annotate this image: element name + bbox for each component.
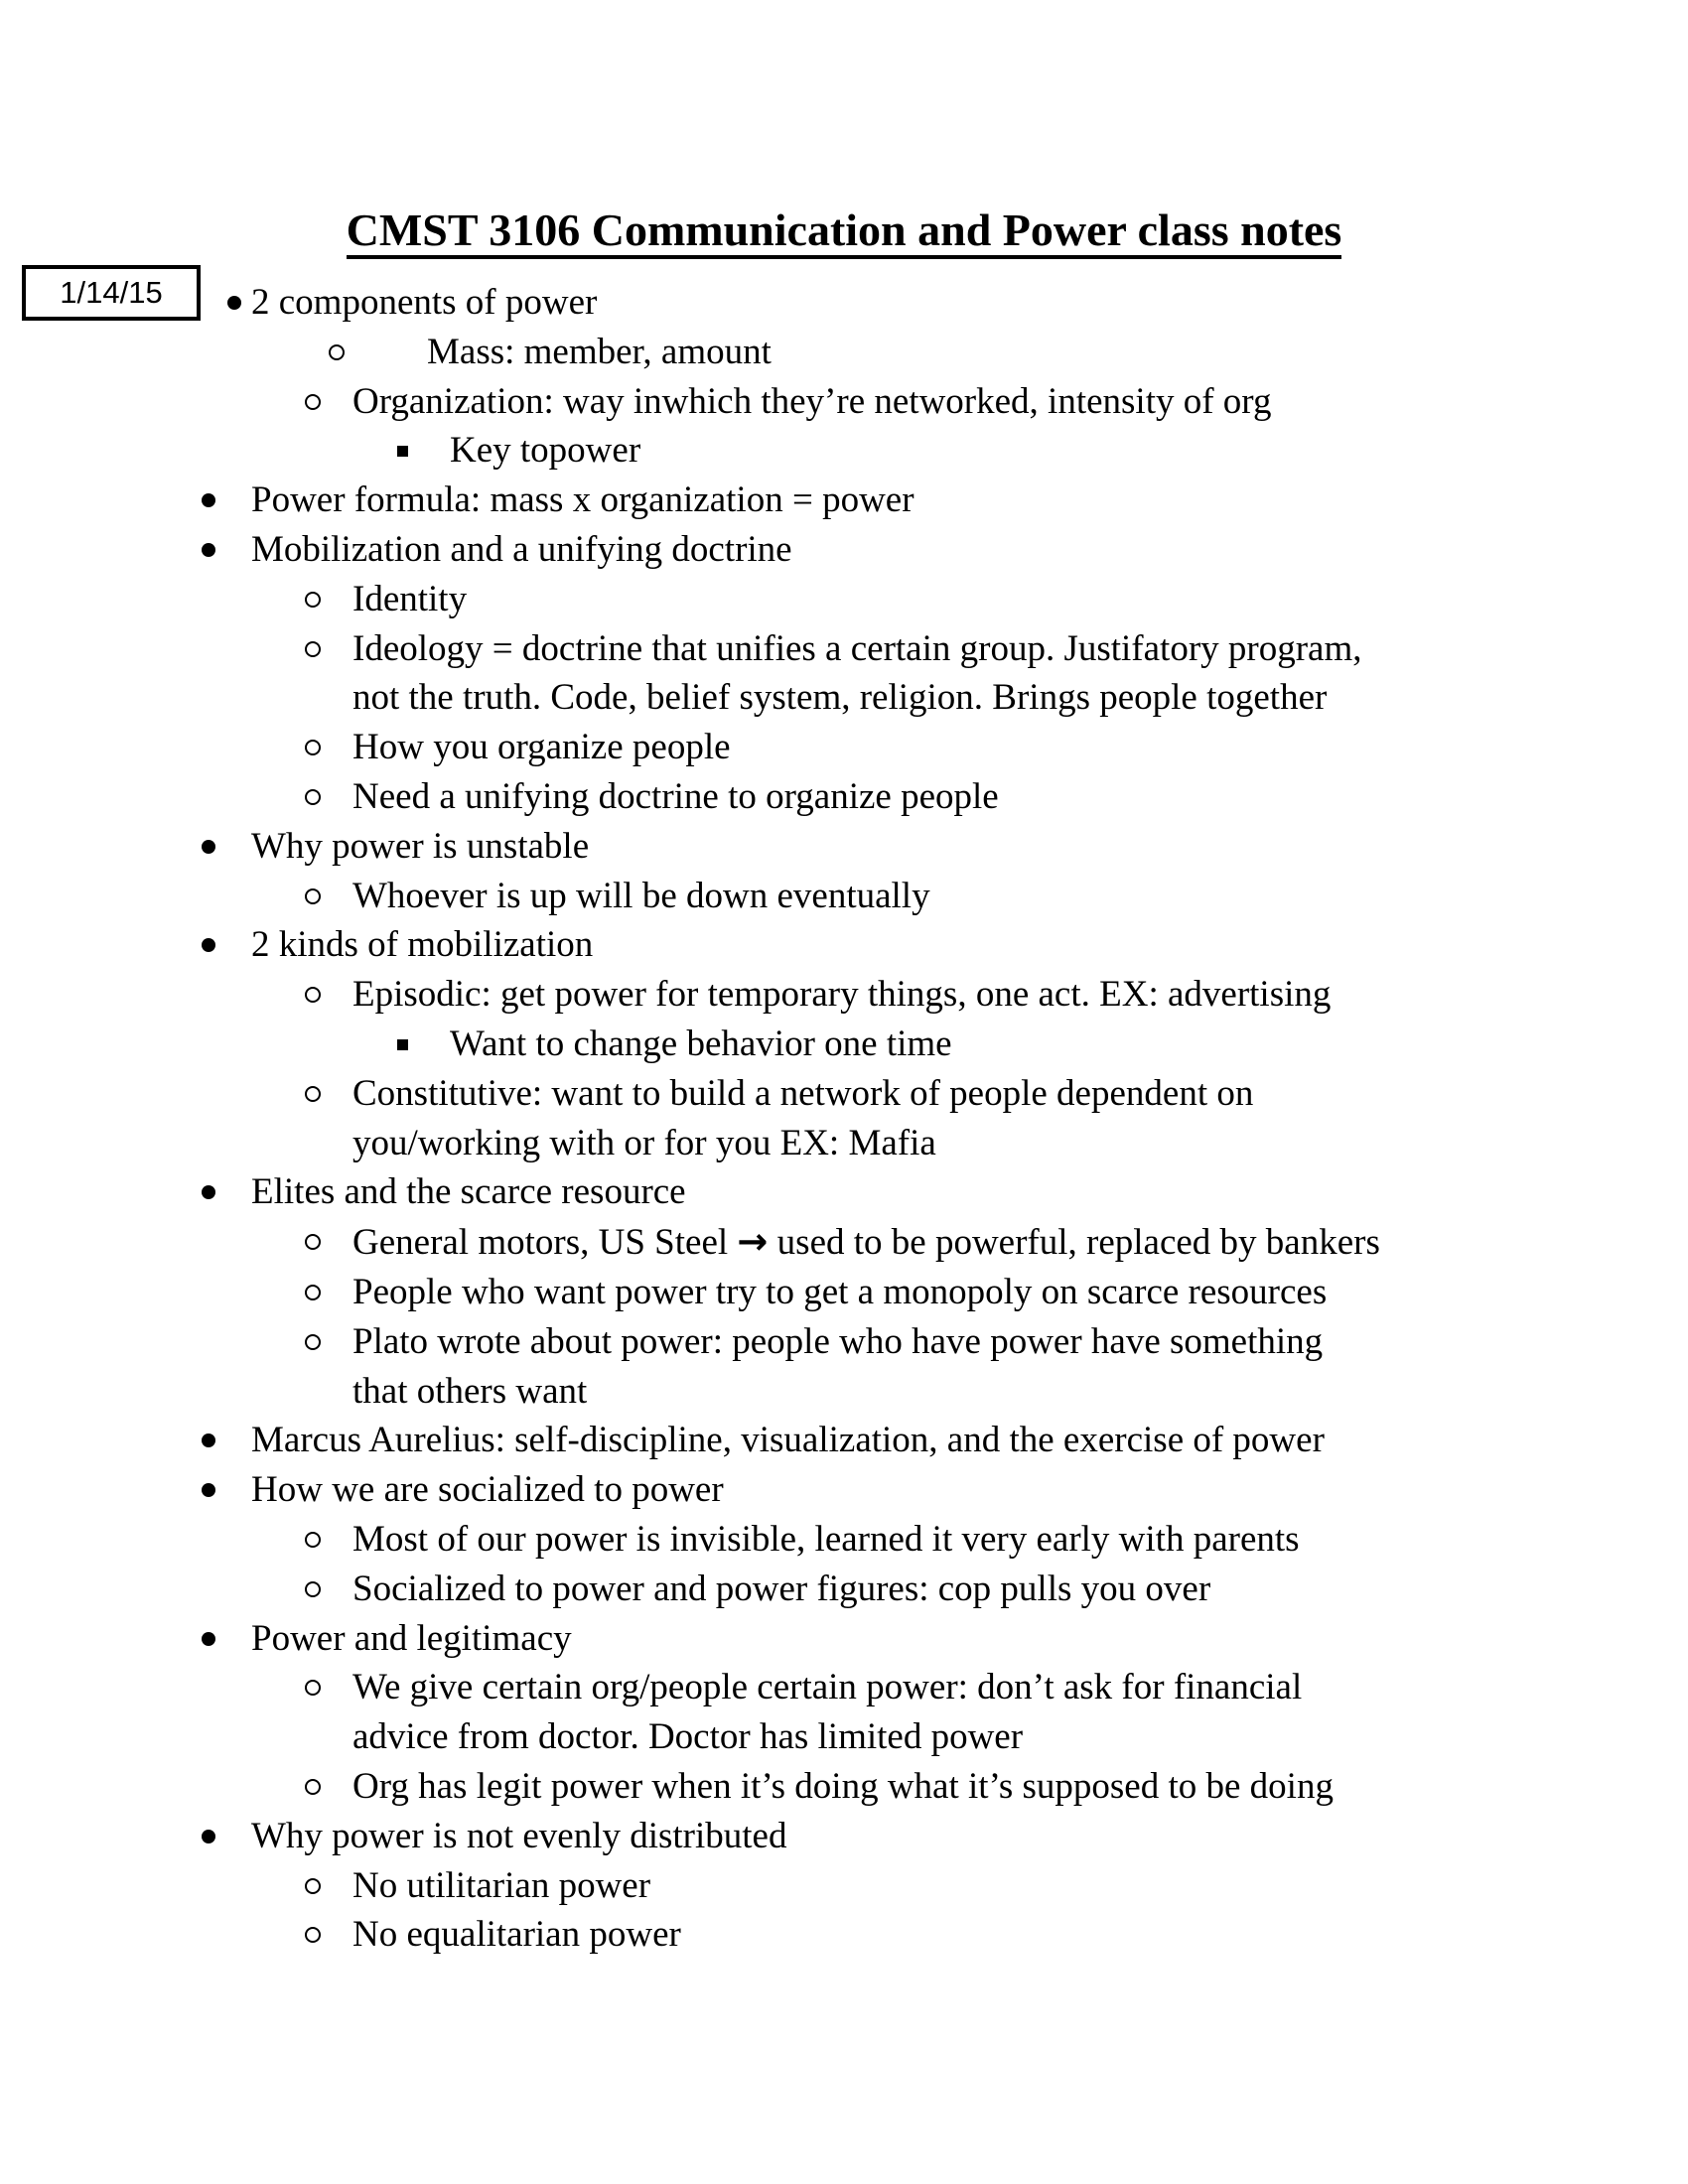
note-line: advice from doctor. Doctor has limited power xyxy=(352,1716,1024,1758)
note-line: We give certain org/people certain power: don’t ask for financial xyxy=(352,1663,1688,1712)
bullet-square-icon xyxy=(397,1039,408,1050)
note-line: Mobilization and a unifying doctrine xyxy=(251,525,1688,575)
note-item xyxy=(0,624,1688,724)
note-item xyxy=(0,575,1688,624)
note-item xyxy=(0,1167,1688,1217)
bullet-dot-icon xyxy=(202,1830,215,1843)
note-line: Most of our power is invisible, learned it very early with parents xyxy=(352,1515,1688,1565)
bullet-circle-icon xyxy=(305,740,321,755)
note-item xyxy=(0,525,1688,575)
note-line: Plato wrote about power: people who have power have something xyxy=(352,1317,1688,1367)
note-line: Power formula: mass x organization = power xyxy=(251,476,1688,525)
note-item xyxy=(0,1020,1688,1069)
note-item xyxy=(0,970,1688,1020)
note-line: How you organize people xyxy=(352,723,1688,772)
note-line: Org has legit power when it’s doing what it’s supposed to be doing xyxy=(352,1762,1688,1812)
note-line: Episodic: get power for temporary things, one act. EX: advertising xyxy=(352,970,1688,1020)
bullet-circle-icon xyxy=(305,641,321,657)
note-item xyxy=(0,1416,1688,1465)
bullet-circle-icon xyxy=(329,344,345,360)
bullet-circle-icon xyxy=(305,1086,321,1102)
note-line: Constitutive: want to build a network of people dependent on xyxy=(352,1069,1688,1119)
note-line: Mass: member, amount xyxy=(427,328,1688,377)
note-line: you/working with or for you EX: Mafia xyxy=(352,1122,936,1163)
note-item xyxy=(0,1317,1688,1417)
note-item xyxy=(0,1268,1688,1317)
note-line: Whoever is up will be down eventually xyxy=(352,872,1688,921)
bullet-circle-icon xyxy=(305,1581,321,1597)
date-label: 1/14/15 xyxy=(60,275,163,310)
note-line: Socialized to power and power figures: cop pulls you over xyxy=(352,1565,1688,1614)
bullet-circle-icon xyxy=(305,394,321,410)
note-item xyxy=(0,1663,1688,1762)
bullet-circle-icon xyxy=(305,789,321,805)
note-item xyxy=(0,1465,1688,1515)
bullet-dot-icon xyxy=(202,840,215,854)
note-item xyxy=(0,822,1688,872)
note-item xyxy=(0,920,1688,970)
note-item xyxy=(0,328,1688,377)
bullet-circle-icon xyxy=(305,1680,321,1696)
bullet-circle-icon xyxy=(305,592,321,608)
bullet-square-icon xyxy=(397,446,408,457)
note-item xyxy=(0,1565,1688,1614)
note-item xyxy=(0,1217,1688,1268)
note-item xyxy=(0,377,1688,427)
bullet-dot-icon xyxy=(202,543,215,557)
bullet-circle-icon xyxy=(305,888,321,904)
bullet-circle-icon xyxy=(305,1532,321,1548)
note-line: Organization: way inwhich they’re networked, intensity of org xyxy=(352,377,1688,427)
bullet-dot-icon xyxy=(227,296,241,310)
bullet-circle-icon xyxy=(305,1779,321,1795)
note-line: Need a unifying doctrine to organize people xyxy=(352,772,1688,822)
note-line: 2 components of power xyxy=(251,278,1688,328)
bullet-circle-icon xyxy=(305,1334,321,1350)
note-line: 2 kinds of mobilization xyxy=(251,920,1688,970)
note-line: Marcus Aurelius: self-discipline, visualization, and the exercise of power xyxy=(251,1416,1688,1465)
notes-list xyxy=(0,278,1688,1960)
note-line: Elites and the scarce resource xyxy=(251,1167,1688,1217)
note-item xyxy=(0,1069,1688,1168)
note-line: General motors, US Steel → used to be powerful, replaced by bankers xyxy=(352,1217,1688,1268)
bullet-circle-icon xyxy=(305,1285,321,1300)
note-line: that others want xyxy=(352,1370,588,1412)
note-line: Power and legitimacy xyxy=(251,1614,1688,1664)
note-line: Key topower xyxy=(450,426,1688,476)
note-line: Why power is unstable xyxy=(251,822,1688,872)
bullet-circle-icon xyxy=(305,1234,321,1250)
note-line: No utilitarian power xyxy=(352,1861,1688,1911)
note-line: Want to change behavior one time xyxy=(450,1020,1688,1069)
note-line: Identity xyxy=(352,575,1688,624)
note-item xyxy=(0,772,1688,822)
note-item xyxy=(0,1515,1688,1565)
bullet-dot-icon xyxy=(202,1483,215,1497)
note-line: No equalitarian power xyxy=(352,1910,1688,1960)
note-item xyxy=(0,1614,1688,1664)
note-line: Why power is not evenly distributed xyxy=(251,1812,1688,1861)
note-item xyxy=(0,872,1688,921)
bullet-dot-icon xyxy=(202,493,215,507)
page-title xyxy=(0,203,1688,257)
note-item xyxy=(0,278,1688,328)
note-item xyxy=(0,1861,1688,1911)
note-item xyxy=(0,1910,1688,1960)
bullet-dot-icon xyxy=(202,938,215,952)
note-item xyxy=(0,1812,1688,1861)
bullet-circle-icon xyxy=(305,1878,321,1894)
note-item xyxy=(0,1762,1688,1812)
note-line: not the truth. Code, belief system, religion. Brings people together xyxy=(352,677,1328,719)
right-arrow-icon: → xyxy=(737,1220,769,1264)
bullet-dot-icon xyxy=(202,1632,215,1646)
bullet-dot-icon xyxy=(202,1433,215,1447)
page-title-text: CMST 3106 Communication and Power class notes xyxy=(347,205,1342,259)
note-item xyxy=(0,426,1688,476)
note-item xyxy=(0,476,1688,525)
bullet-circle-icon xyxy=(305,1927,321,1943)
note-line: Ideology = doctrine that unifies a certain group. Justifatory program, xyxy=(352,624,1688,674)
note-item xyxy=(0,723,1688,772)
note-line: People who want power try to get a monopoly on scarce resources xyxy=(352,1268,1688,1317)
bullet-circle-icon xyxy=(305,987,321,1003)
note-line: How we are socialized to power xyxy=(251,1465,1688,1515)
bullet-dot-icon xyxy=(202,1185,215,1199)
